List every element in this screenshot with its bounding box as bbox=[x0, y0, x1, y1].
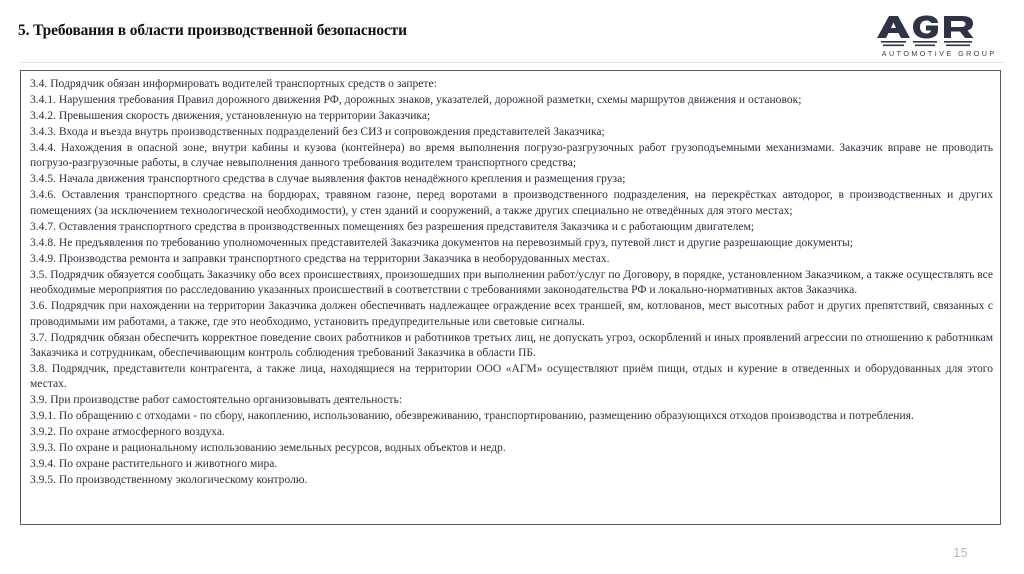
document-paragraph: 3.4.1. Нарушения требования Правил дорожного движения РФ, дорожных знаков, указателей, дорожной разметки, схемы маршрутов движения и остановок; bbox=[30, 94, 802, 106]
document-paragraph: 3.6. Подрядчик при нахождении на территории Заказчика должен обеспечивать надлежащее ограждение всех траншей, ям, котлованов, мест высотных работ и других препятствий, связанных с проводимыми им работами, а также, где это необходимо, установить предупредительные или световые сигналы. bbox=[30, 300, 993, 328]
document-paragraph: 3.9. При производстве работ самостоятельно организовывать деятельность: bbox=[30, 394, 403, 407]
agr-logotype-icon bbox=[874, 14, 1002, 48]
document-paragraph: 3.9.2. По охране атмосферного воздуха. bbox=[30, 426, 225, 439]
content-box bbox=[20, 70, 1001, 525]
document-paragraph: 3.7. Подрядчик обязан обеспечить корректное поведение своих работников и работников третьих лиц, не допускать угроз, оскорблений и иных проявлений агрессии по отношению к работникам Заказчика и сотрудникам, обеспечивающим контроль соблюдения требований Заказчика в области ПБ. bbox=[30, 331, 993, 360]
agr-logo bbox=[874, 14, 1002, 58]
document-paragraph: 3.9.1. По обращению с отходами - по сбору, накоплению, использованию, обезвреживанию, транспортированию, размещению образующихся отходов производства и потребления. bbox=[30, 410, 914, 423]
slide-header bbox=[0, 0, 1024, 62]
document-body bbox=[30, 77, 993, 489]
document-paragraph: 3.9.4. По охране растительного и животного мира. bbox=[30, 458, 278, 471]
document-paragraph: 3.4.2. Превышения скорость движения, установленную на территории Заказчика; bbox=[30, 110, 431, 122]
document-paragraph: 3.4. Подрядчик обязан информировать водителей транспортных средств о запрете: bbox=[30, 78, 437, 90]
document-paragraph: 3.9.5. По производственному экологическому контролю. bbox=[30, 474, 308, 487]
document-paragraph: 3.4.8. Не предъявления по требованию уполномоченных представителей Заказчика документов на перевозимый груз, путевой лист и другие разрешающие документы; bbox=[30, 236, 853, 249]
header-divider bbox=[20, 62, 1004, 63]
document-paragraph: 3.9.3. По охране и рациональному использованию земельных ресурсов, водных объектов и недр. bbox=[30, 442, 506, 455]
logo-subtitle: AUTOMOTIVE GROUP bbox=[881, 49, 997, 58]
document-paragraph: 3.5. Подрядчик обязуется сообщать Заказчику обо всех происшествиях, произошедших при выполнении работ/услуг по Договору, в порядке, установленном Заказчиком, а также осуществлять все необходимые мероприятия по расследованию указанных происшествий в соответствии с требованиями законодательства РФ и локально-нормативных актов Заказчика. bbox=[30, 268, 994, 297]
page-title: 5. Требования в области производственной безопасности bbox=[18, 22, 407, 39]
document-paragraph: 3.4.5. Начала движения транспортного средства в случае выявления фактов ненадёжного крепления и размещения груза; bbox=[30, 173, 626, 186]
document-paragraph: 3.8. Подрядчик, представители контрагента, а также лица, находящиеся на территории ООО «АГМ» осуществляют приём пищи, отдых и курение в отведенных и оборудованных для этого местах. bbox=[30, 363, 993, 391]
document-paragraph: 3.4.6. Оставления транспортного средства на бордюрах, травяном газоне, перед воротами в производственного подразделения, на перекрёстках автодорог, в производственных и других помещениях (за исключением технологической необходимости), у стен зданий и сооружений, а также других специально не отведённых для этого местах; bbox=[30, 189, 993, 217]
document-paragraph: 3.4.4. Нахождения в опасной зоне, внутри кабины и кузова (контейнера) во время выполнения погрузо-разгрузочных работ грузоподъемными механизмами. Заказчик вправе не проводить погрузо-разгрузочные работы, в случае невыполнения данного требования водителем транспортного средства; bbox=[30, 142, 993, 170]
document-paragraph: 3.4.9. Производства ремонта и заправки транспортного средства на территории Заказчика в необорудованных местах. bbox=[30, 252, 610, 265]
page-number: 15 bbox=[953, 546, 968, 560]
document-paragraph: 3.4.7. Оставления транспортного средства в производственных помещениях без разрешения представителя Заказчика и с работающим двигателем; bbox=[30, 220, 755, 233]
document-paragraph: 3.4.3. Входа и въезда внутрь производственных подразделений без СИЗ и сопровождения представителей Заказчика; bbox=[30, 126, 605, 138]
